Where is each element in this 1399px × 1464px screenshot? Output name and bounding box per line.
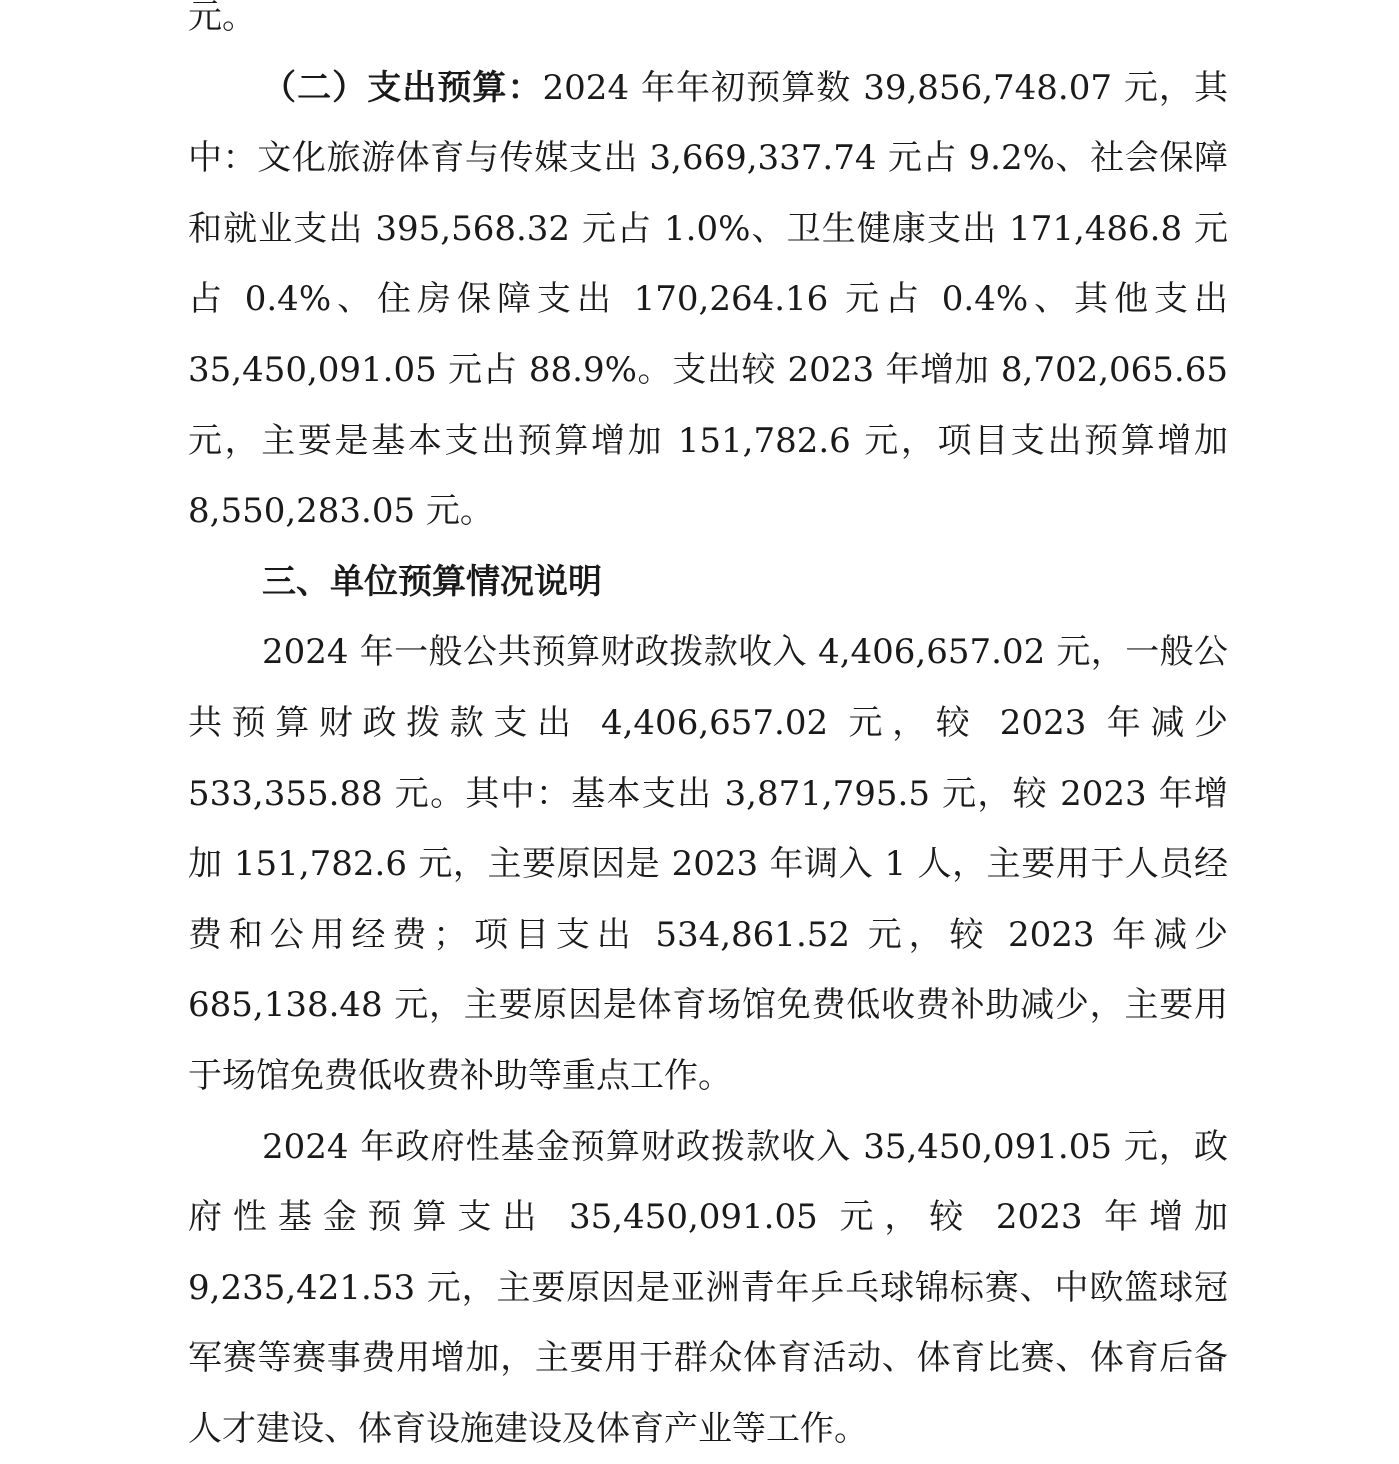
section-heading: 三、单位预算情况说明 bbox=[188, 547, 1228, 618]
general-budget-paragraph: 2024 年一般公共预算财政拨款收入 4,406,657.02 元，一般公共预算财政拨款支出 4,406,657.02 元，较 2023 年减少 533,355.88 元。其中：基本支出 3,871,795.5 元，较 2023 年增加 151,782.6 元，主要原因是 2023 年调入 1 人，主要用于人员经费和公用经费；项目支出 534,861.52 元，较 2023 年减少 685,138.48 元，主要原因是体育场馆免费低收费补助减少，主要用于场馆免费低收费补助等重点工作。 bbox=[188, 617, 1228, 1111]
expense-budget-text: 2024 年年初预算数 39,856,748.07 元，其中：文化旅游体育与传媒支出 3,669,337.74 元占 9.2%、社会保障和就业支出 395,568.32 元占 1.0%、卫生健康支出 171,486.8 元占 0.4%、住房保障支出 170,264.16 元占 0.4%、其他支出 35,450,091.05 元占 88.9%。支出较 2023 年增加 8,702,065.65 元，主要是基本支出预算增加 151,782.6 元，项目支出预算增加 8,550,283.05 元。 bbox=[188, 68, 1228, 532]
continuation-text: 元。 bbox=[188, 0, 1228, 53]
document-page bbox=[188, 0, 1228, 1464]
expense-budget-lead: （二）支出预算： bbox=[262, 68, 543, 108]
expense-budget-paragraph bbox=[188, 53, 1228, 547]
fund-budget-paragraph: 2024 年政府性基金预算财政拨款收入 35,450,091.05 元，政府性基金预算支出 35,450,091.05 元，较 2023 年增加 9,235,421.53 元，主要原因是亚洲青年乒乓球锦标赛、中欧篮球冠军赛等赛事费用增加，主要用于群众体育活动、体育比赛、体育后备人才建设、体育设施建设及体育产业等工作。 bbox=[188, 1112, 1228, 1464]
